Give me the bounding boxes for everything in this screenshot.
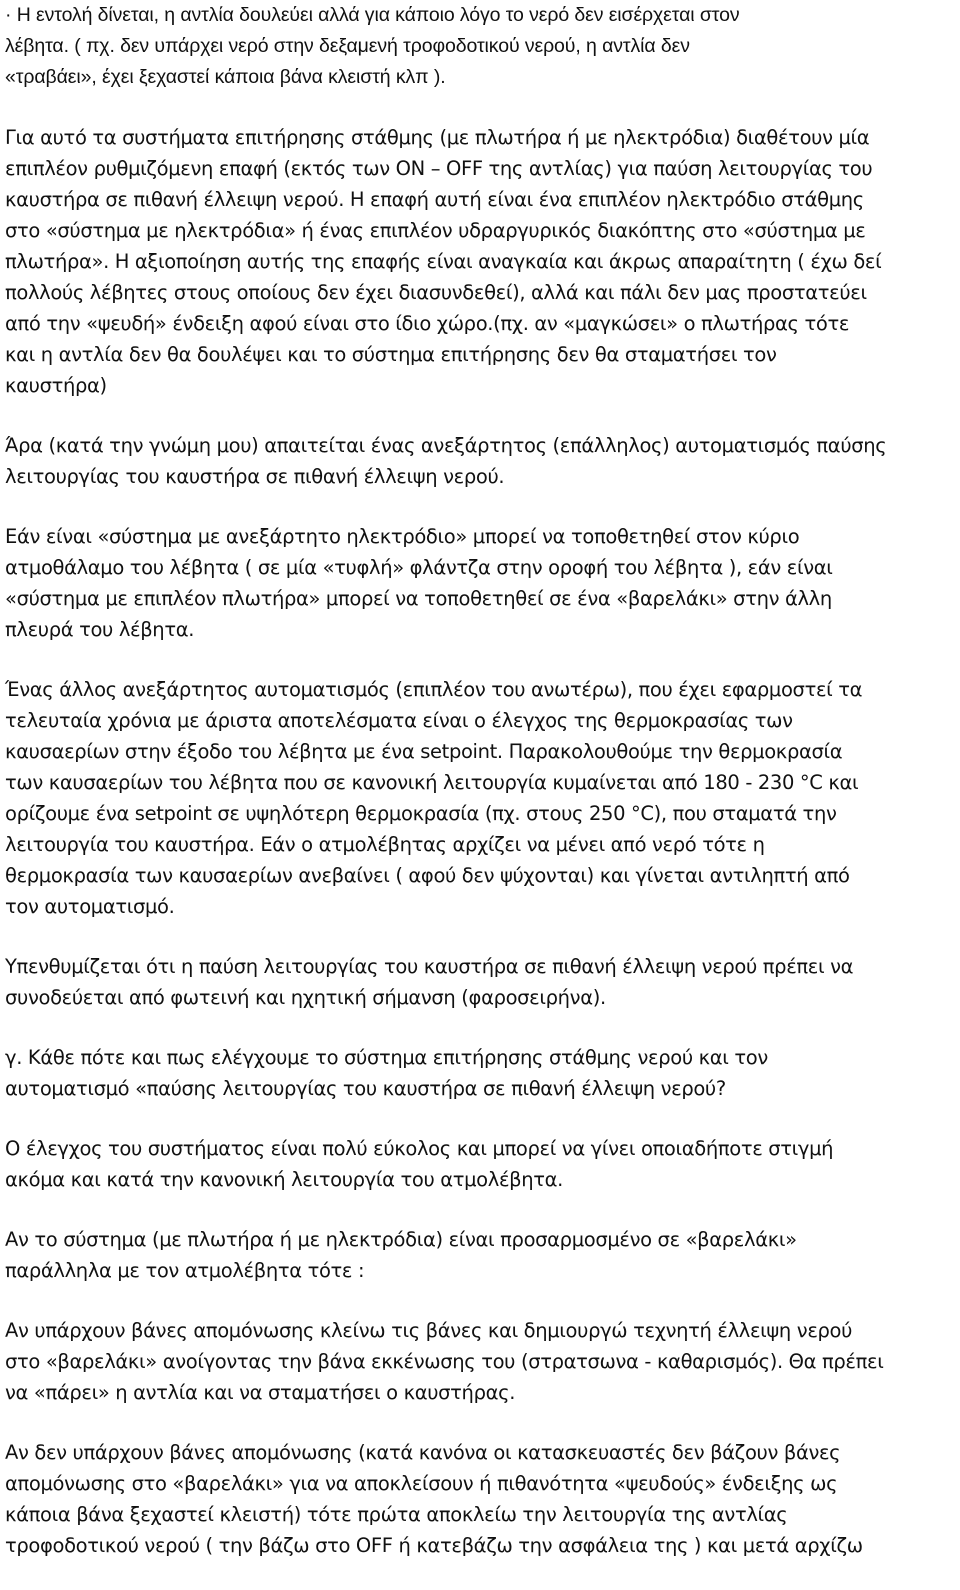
text-line: τροφοδοτικού νερού ( την βάζω στο OFF ή κατεβάζω την ασφάλεια της ) και μετά αρχίζω <box>5 1534 863 1557</box>
text-line: των καυσαερίων του λέβητα που σε κανονική λειτουργία κυμαίνεται από 180 - 230 °C και <box>5 771 859 794</box>
paragraph <box>5 951 955 1013</box>
text-line: Για αυτό τα συστήματα επιτήρησης στάθμης (με πλωτήρα ή με ηλεκτρόδια) διαθέτουν μία <box>5 126 870 149</box>
text-line: Εάν είναι «σύστημα με ανεξάρτητο ηλεκτρόδιο» μπορεί να τοποθετηθεί στον κύριο <box>5 525 800 548</box>
paragraph <box>5 521 955 645</box>
paragraph <box>5 1133 955 1195</box>
text-line: Υπενθυμίζεται ότι η παύση λειτουργίας του καυστήρα σε πιθανή έλλειψη νερού πρέπει να <box>5 955 854 978</box>
text-line: Αν δεν υπάρχουν βάνες απομόνωσης (κατά κανόνα οι κατασκευαστές δεν βάζουν βάνες <box>5 1441 841 1464</box>
text-line: συνοδεύεται από φωτεινή και ηχητική σήμανση (φαροσειρήνα). <box>5 986 606 1009</box>
text-line: Αν υπάρχουν βάνες απομόνωσης κλείνω τις βάνες και δημιουργώ τεχνητή έλλειψη νερού <box>5 1319 853 1342</box>
paragraph <box>5 674 955 922</box>
text-line: γ. Κάθε πότε και πως ελέγχουμε το σύστημα επιτήρησης στάθμης νερού και τον <box>5 1046 768 1069</box>
text-line: · Η εντολή δίνεται, η αντλία δουλεύει αλλά για κάποιο λόγο το νερό δεν εισέρχεται στον <box>5 4 740 26</box>
text-line: τελευταία χρόνια με άριστα αποτελέσματα είναι ο έλεγχος της θερμοκρασίας των <box>5 709 793 732</box>
text-line: πλευρά του λέβητα. <box>5 618 195 641</box>
text-line: τον αυτοματισμό. <box>5 895 175 918</box>
text-line: «τραβάει», έχει ξεχαστεί κάποια βάνα κλειστή κλπ ). <box>5 66 446 88</box>
paragraph <box>5 1315 955 1408</box>
text-line: απομόνωσης στο «βαρελάκι» για να αποκλείσουν ή πιθανότητα «ψευδούς» ένδειξης ως <box>5 1472 838 1495</box>
text-line: στο «βαρελάκι» ανοίγοντας την βάνα εκκένωσης του (στρατσωνα - καθαρισμός). Θα πρέπει <box>5 1350 884 1373</box>
paragraph <box>5 0 955 93</box>
text-line: «σύστημα με επιπλέον πλωτήρα» μπορεί να τοποθετηθεί σε ένα «βαρελάκι» στην άλλη <box>5 587 832 610</box>
paragraph <box>5 1224 955 1286</box>
text-line: και η αντλία δεν θα δουλέψει και το σύστημα επιτήρησης δεν θα σταματήσει τον <box>5 343 777 366</box>
text-line: ατμοθάλαμο του λέβητα ( σε μία «τυφλή» φλάντζα στην οροφή του λέβητα ), εάν είναι <box>5 556 833 579</box>
text-line: ακόμα και κατά την κανονική λειτουργία του ατμολέβητα. <box>5 1168 563 1191</box>
text-line: λειτουργίας του καυστήρα σε πιθανή έλλειψη νερού. <box>5 465 505 488</box>
text-line: επιπλέον ρυθμιζόμενη επαφή (εκτός των ON – OFF της αντλίας) για παύση λειτουργίας του <box>5 157 873 180</box>
text-line: πολλούς λέβητες στους οποίους δεν έχει διασυνδεθεί), αλλά και πάλι δεν μας προστατεύει <box>5 281 867 304</box>
text-line: λειτουργία του καυστήρα. Εάν ο ατμολέβητας αρχίζει να μένει από νερό τότε η <box>5 833 765 856</box>
text-line: να «πάρει» η αντλία και να σταματήσει ο καυστήρας. <box>5 1381 516 1404</box>
text-line: στο «σύστημα με ηλεκτρόδια» ή ένας επιπλέον υδραργυρικός διακόπτης στο «σύστημα με <box>5 219 866 242</box>
text-line: Αν το σύστημα (με πλωτήρα ή με ηλεκτρόδια) είναι προσαρμοσμένο σε «βαρελάκι» <box>5 1228 797 1251</box>
text-line: Άρα (κατά την γνώμη μου) απαιτείται ένας ανεξάρτητος (επάλληλος) αυτοματισμός παύσης <box>5 434 887 457</box>
paragraph <box>5 122 955 401</box>
paragraph <box>5 1437 955 1561</box>
text-line: πλωτήρα». Η αξιοποίηση αυτής της επαφής είναι αναγκαία και άκρως απαραίτητη ( έχω δεί <box>5 250 882 273</box>
text-line: θερμοκρασία των καυσαερίων ανεβαίνει ( αφού δεν ψύχονται) και γίνεται αντιληπτή από <box>5 864 850 887</box>
text-line: αυτοματισμό «παύσης λειτουργίας του καυστήρα σε πιθανή έλλειψη νερού? <box>5 1077 726 1100</box>
text-line: Ένας άλλος ανεξάρτητος αυτοματισμός (επιπλέον του ανωτέρω), που έχει εφαρμοστεί τα <box>5 678 863 701</box>
text-line: καυστήρα) <box>5 374 107 397</box>
text-line: Ο έλεγχος του συστήματος είναι πολύ εύκολος και μπορεί να γίνει οποιαδήποτε στιγμή <box>5 1137 834 1160</box>
paragraph <box>5 430 955 492</box>
text-line: παράλληλα με τον ατμολέβητα τότε : <box>5 1259 365 1282</box>
text-line: ορίζουμε ένα setpoint σε υψηλότερη θερμοκρασία (πχ. στους 250 °C), που σταματά την <box>5 802 837 825</box>
paragraph <box>5 1042 955 1104</box>
text-line: από την «ψευδή» ένδειξη αφού είναι στο ίδιο χώρο.(πχ. αν «μαγκώσει» ο πλωτήρας τότε <box>5 312 850 335</box>
document-page <box>5 0 955 1590</box>
text-line: καυσαερίων στην έξοδο του λέβητα με ένα setpoint. Παρακολουθούμε την θερμοκρασία <box>5 740 843 763</box>
text-line: καυστήρα σε πιθανή έλλειψη νερού. Η επαφή αυτή είναι ένα επιπλέον ηλεκτρόδιο στάθμης <box>5 188 864 211</box>
text-line: κάποια βάνα ξεχαστεί κλειστή) τότε πρώτα αποκλείω την λειτουργία της αντλίας <box>5 1503 788 1526</box>
text-line: λέβητα. ( πχ. δεν υπάρχει νερό στην δεξαμενή τροφοδοτικού νερού, η αντλία δεν <box>5 35 690 57</box>
